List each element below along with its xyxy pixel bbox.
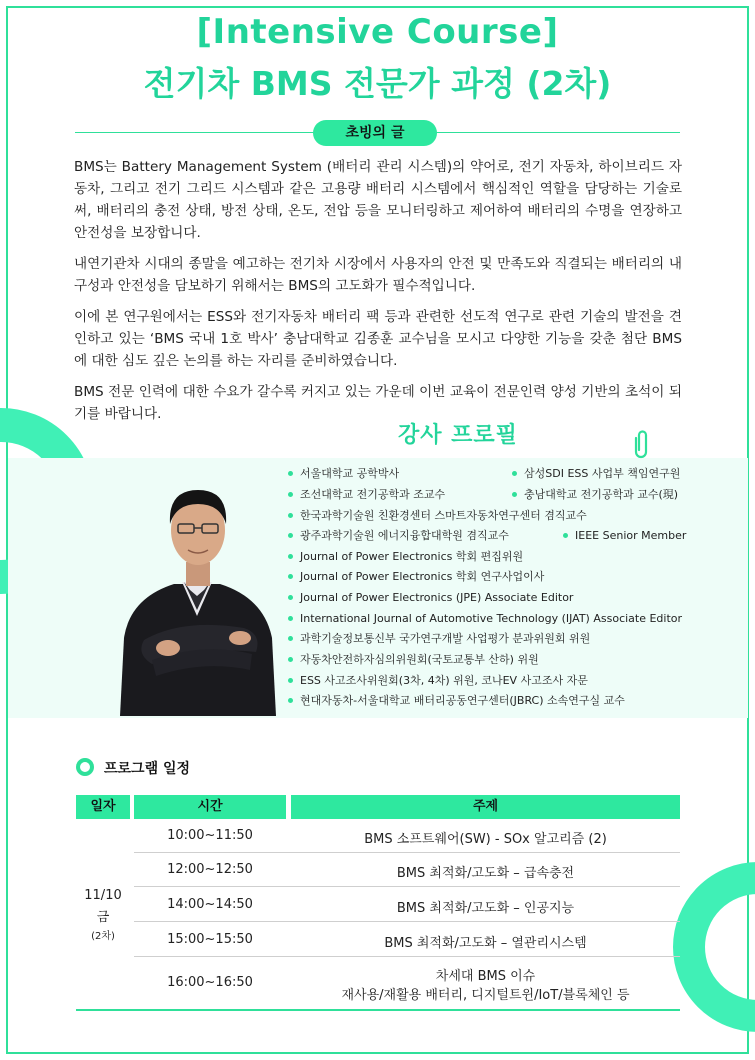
time-cell: 10:00~11:50 — [167, 828, 253, 843]
instructor-photo — [112, 470, 282, 716]
page-title: 전기차 BMS 전문가 과정 (2차) — [143, 64, 612, 103]
header-time: 시간 — [134, 795, 286, 819]
date-day: 11/10 — [84, 888, 122, 903]
table-bottom-border — [76, 1009, 680, 1011]
profile-item: ESS 사고조사위원회(3차, 4차) 위원, 코나EV 사고조사 자문 — [288, 674, 588, 688]
row-divider — [134, 921, 680, 922]
topic-cell: BMS 소프트웨어(SW) - SOx 알고리즘 (2) — [364, 832, 607, 847]
date-round: (2차) — [91, 931, 115, 942]
time-cell: 12:00~12:50 — [167, 862, 253, 877]
topic-cell-line2: 재사용/재활용 배터리, 디지털트윈/IoT/블록체인 등 — [341, 988, 630, 1003]
intro-paragraph-1: BMS는 Battery Management System (배터리 관리 시스템)의 약어로, 전기 자동차, 하이브리드 자동차, 그리고 전기 그리드 시스템과 같은 고용량 배터리 시스템에서 핵심적인 역할을 담당하는 기술로써, 배터리의 충전 상태, 방전 상태, 온도, 전압 등을 모니터링하고 제어하여 배터리의 수명을 연장하고 안전성을 보장합니다. — [74, 159, 682, 241]
time-cell: 15:00~15:50 — [167, 932, 253, 947]
profile-item: 한국과학기술원 친환경센터 스마트자동차연구센터 겸직교수 — [288, 509, 587, 523]
topic-cell: BMS 최적화/고도화 – 열관리시스템 — [384, 936, 587, 951]
profile-item: 자동차안전하자심의위원회(국토교통부 산하) 위원 — [288, 653, 539, 667]
profile-item: 현대자동차-서울대학교 배터리공동연구센터(JBRC) 소속연구실 교수 — [288, 694, 625, 708]
row-divider — [134, 852, 680, 853]
profile-item: Journal of Power Electronics 학회 편집위원 — [288, 550, 523, 564]
row-divider — [134, 886, 680, 887]
ring-icon — [76, 758, 94, 776]
profile-item: 삼성SDI ESS 사업부 책임연구원 — [512, 467, 680, 481]
profile-item: 조선대학교 전기공학과 조교수 — [288, 488, 445, 502]
intro-paragraph-4: BMS 전문 인력에 대한 수요가 갈수록 커지고 있는 가운데 이번 교육이 전문인력 양성 기반의 초석이 되기를 바랍니다. — [74, 384, 682, 422]
profile-item: Journal of Power Electronics 학회 연구사업이사 — [288, 570, 544, 584]
time-cell: 14:00~14:50 — [167, 897, 253, 912]
time-cell: 16:00~16:50 — [167, 975, 253, 990]
profile-item: 서울대학교 공학박사 — [288, 467, 399, 481]
intro-paragraph-2: 내연기관차 시대의 종말을 예고하는 전기차 시장에서 사용자의 안전 및 만족도와 직결되는 배터리의 내구성과 안전성을 담보하기 위해서는 BMS의 고도화가 필수적입니다. — [74, 256, 683, 294]
profile-item: 과학기술정보통신부 국가연구개발 사업평가 분과위원회 위원 — [288, 632, 590, 646]
invitation-text — [74, 156, 682, 434]
profile-item: IEEE Senior Member — [563, 529, 686, 543]
topic-cell: BMS 최적화/고도화 – 인공지능 — [396, 901, 575, 916]
topic-cell: BMS 최적화/고도화 – 급속충전 — [396, 866, 575, 881]
date-weekday: 금 — [96, 910, 110, 925]
paperclip-icon — [630, 428, 652, 460]
profile-item: Journal of Power Electronics (JPE) Associate Editor — [288, 591, 573, 605]
profile-item: 충남대학교 전기공학과 교수(現) — [512, 488, 678, 502]
row-divider — [134, 956, 680, 957]
schedule-title: 프로그램 일정 — [104, 761, 191, 777]
intro-paragraph-3: 이에 본 연구원에서는 ESS와 전기자동차 배터리 팩 등과 관련한 선도적 연구로 관련 기술의 발전을 견인하고 있는 ‘BMS 국내 1호 박사’ 충남대학교 김종훈 교수님을 모시고 다양한 기능을 갖춘 첨단 BMS에 대한 심도 깊은 논의를 하는 자리를 준비하였습니다. — [74, 309, 682, 369]
topic-cell: 차세대 BMS 이슈 — [435, 969, 536, 984]
course-label: [Intensive Course] — [196, 12, 559, 52]
header-date: 일자 — [76, 795, 130, 819]
date-cell — [76, 820, 130, 1009]
profile-item: International Journal of Automotive Technology (IJAT) Associate Editor — [288, 612, 682, 626]
profile-item: 광주과학기술원 에너지융합대학원 겸직교수 — [288, 529, 509, 543]
profile-title: 강사 프로필 — [398, 423, 518, 448]
header-topic: 주제 — [291, 795, 680, 819]
invitation-badge: 초빙의 글 — [313, 120, 437, 146]
